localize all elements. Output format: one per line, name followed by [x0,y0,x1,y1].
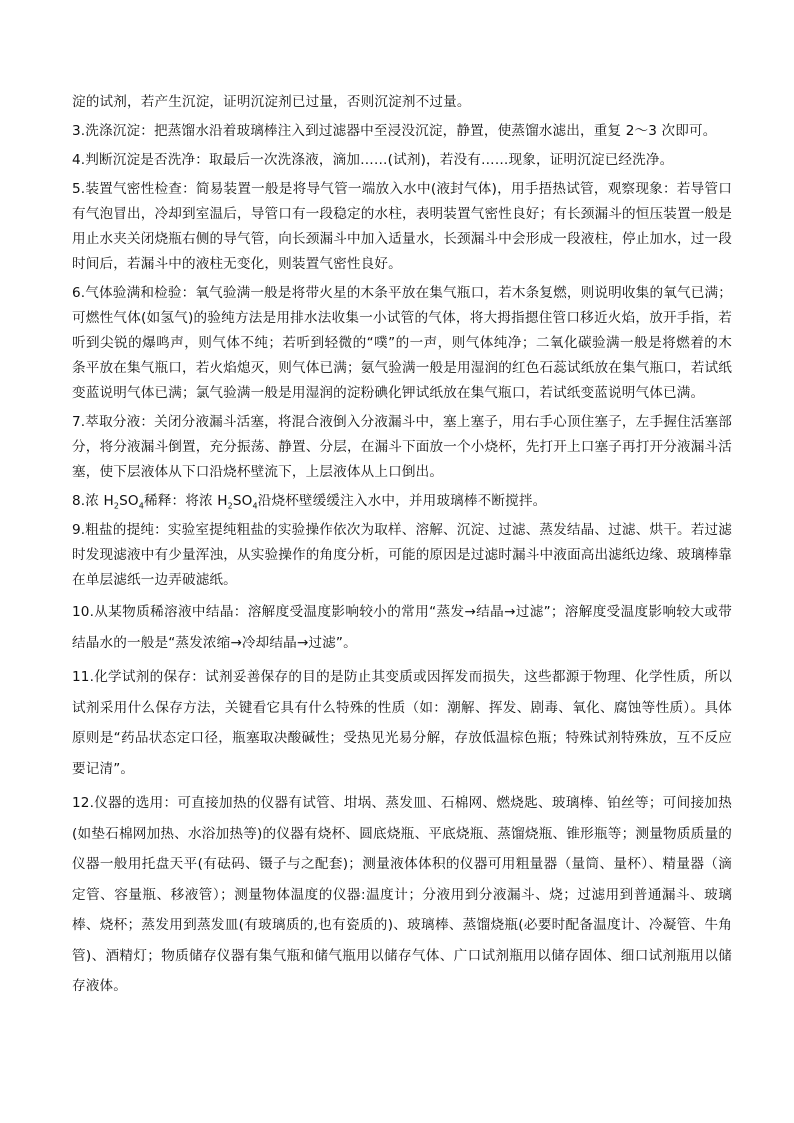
paragraph-10-crystallization: 10.从某物质稀溶液中结晶：溶解度受温度影响较小的常用“蒸发→结晶→过滤”；溶解度受温度影响较大或带结晶水的一般是“蒸发浓缩→冷却结晶→过滤”。 [72,604,732,651]
p8-text-c: 稀释：将浓 H [144,493,228,509]
paragraph-8-dilute-acid [72,489,732,514]
p8-text-d: SO [232,493,253,509]
paragraph-11-reagent-storage: 11.化学试剂的保存：试剂妥善保存的目的是防止其变质或因挥发而损失，这些都源于物理、化学性质，所以试剂采用什么保存方法，关键看它具有什么特殊的性质（如：潮解、挥发、剧毒、氧化、腐蚀等性质）。具体原则是“药品状态定口径，瓶塞取决酸碱性；受热见光易分解，存放低温棕色瓶；特殊试剂特殊放，互不反应要记清”。 [72,669,732,777]
paragraph-12-instrument-selection: 12.仪器的选用：可直接加热的仪器有试管、坩埚、蒸发皿、石棉网、燃烧匙、玻璃棒、铂丝等；可间接加热(如垫石棉网加热、水浴加热等)的仪器有烧杯、圆底烧瓶、平底烧瓶、蒸馏烧瓶、锥形瓶等；测量物质质量的仪器一般用托盘天平(有砝码、镊子与之配套)；测量液体体积的仪器可用粗量器（量筒、量杯）、精量器（滴定管、容量瓶、移液管）；测量物体温度的仪器:温度计；分液用到分液漏斗、烧；过滤用到普通漏斗、玻璃棒、烧杯；蒸发用到蒸发皿(有玻璃质的,也有瓷质的)、玻璃棒、蒸馏烧瓶(必要时配备温度计、冷凝管、牛角管)、酒精灯；物质储存仪器有集气瓶和储气瓶用以储存气体、广口试剂瓶用以储存固体、细口试剂瓶用以储存液体。 [72,795,732,994]
paragraph-4-check-washed: 4.判断沉淀是否洗净：取最后一次洗涤液，滴加……(试剂)，若没有……现象，证明沉淀已经洗净。 [72,152,674,168]
p8-text-e: 沿烧杯壁缓缓注入水中，并用玻璃棒不断搅拌。 [257,493,547,509]
paragraph-9-salt-purification: 9.粗盐的提纯：实验室提纯粗盐的实验操作依次为取样、溶解、沉淀、过滤、蒸发结晶、过滤、烘干。若过滤时发现滤液中有少量浑浊，从实验操作的角度分析，可能的原因是过滤时漏斗中液面高出滤纸边缘、玻璃棒靠在单层滤纸一边弄破滤纸。 [72,522,732,588]
paragraph-3-wash-precipitate: 3.洗涤沉淀：把蒸馏水沿着玻璃棒注入到过滤器中至浸没沉淀，静置，使蒸馏水滤出，重复 2～3 次即可。 [72,123,717,139]
p8-text-b: SO [119,493,139,509]
p8-sub-4b: 4 [252,501,258,511]
document-page [72,90,732,1006]
paragraph-7-extraction: 7.萃取分液：关闭分液漏斗活塞，将混合液倒入分液漏斗中，塞上塞子，用右手心顶住塞子，左手握住活塞部分，将分液漏斗倒置，充分振荡、静置、分层，在漏斗下面放一个小烧杯，先打开上口塞子再打开分液漏斗活塞，使下层液体从下口沿烧杯壁流下，上层液体从上口倒出。 [72,414,732,480]
p8-sub-2a: 2 [113,501,120,511]
paragraph-5-airtightness: 5.装置气密性检查：简易装置一般是将导气管一端放入水中(液封气体)，用手捂热试管，观察现象：若导管口有气泡冒出，冷却到室温后，导管口有一段稳定的水柱，表明装置气密性良好；有长颈漏斗的恒压装置一般是用止水夹关闭烧瓶右侧的导气管，向长颈漏斗中加入适量水，长颈漏斗中会形成一段液柱，停止加水，过一段时间后，若漏斗中的液柱无变化，则装置气密性良好。 [72,181,732,272]
paragraph-0: 淀的试剂，若产生沉淀，证明沉淀剂已过量，否则沉淀剂不过量。 [72,94,471,110]
p8-sub-2b: 2 [227,501,233,511]
p8-text-a: 8.浓 H [72,493,114,509]
p8-sub-4a: 4 [138,501,144,511]
paragraph-6-gas-test: 6.气体验满和检验：氧气验满一般是将带火星的木条平放在集气瓶口，若木条复燃，则说明收集的氧气已满；可燃性气体(如氢气)的验纯方法是用排水法收集一小试管的气体，将大拇指摁住管口移近火焰，放开手指，若听到尖锐的爆鸣声，则气体不纯；若听到轻微的“噗”的一声，则气体纯净；二氧化碳验满一般是将燃着的木条平放在集气瓶口，若火焰熄灭，则气体已满；氨气验满一般是用湿润的红色石蕊试纸放在集气瓶口，若试纸变蓝说明气体已满；氯气验满一般是用湿润的淀粉碘化钾试纸放在集气瓶口，若试纸变蓝说明气体已满。 [72,285,732,401]
